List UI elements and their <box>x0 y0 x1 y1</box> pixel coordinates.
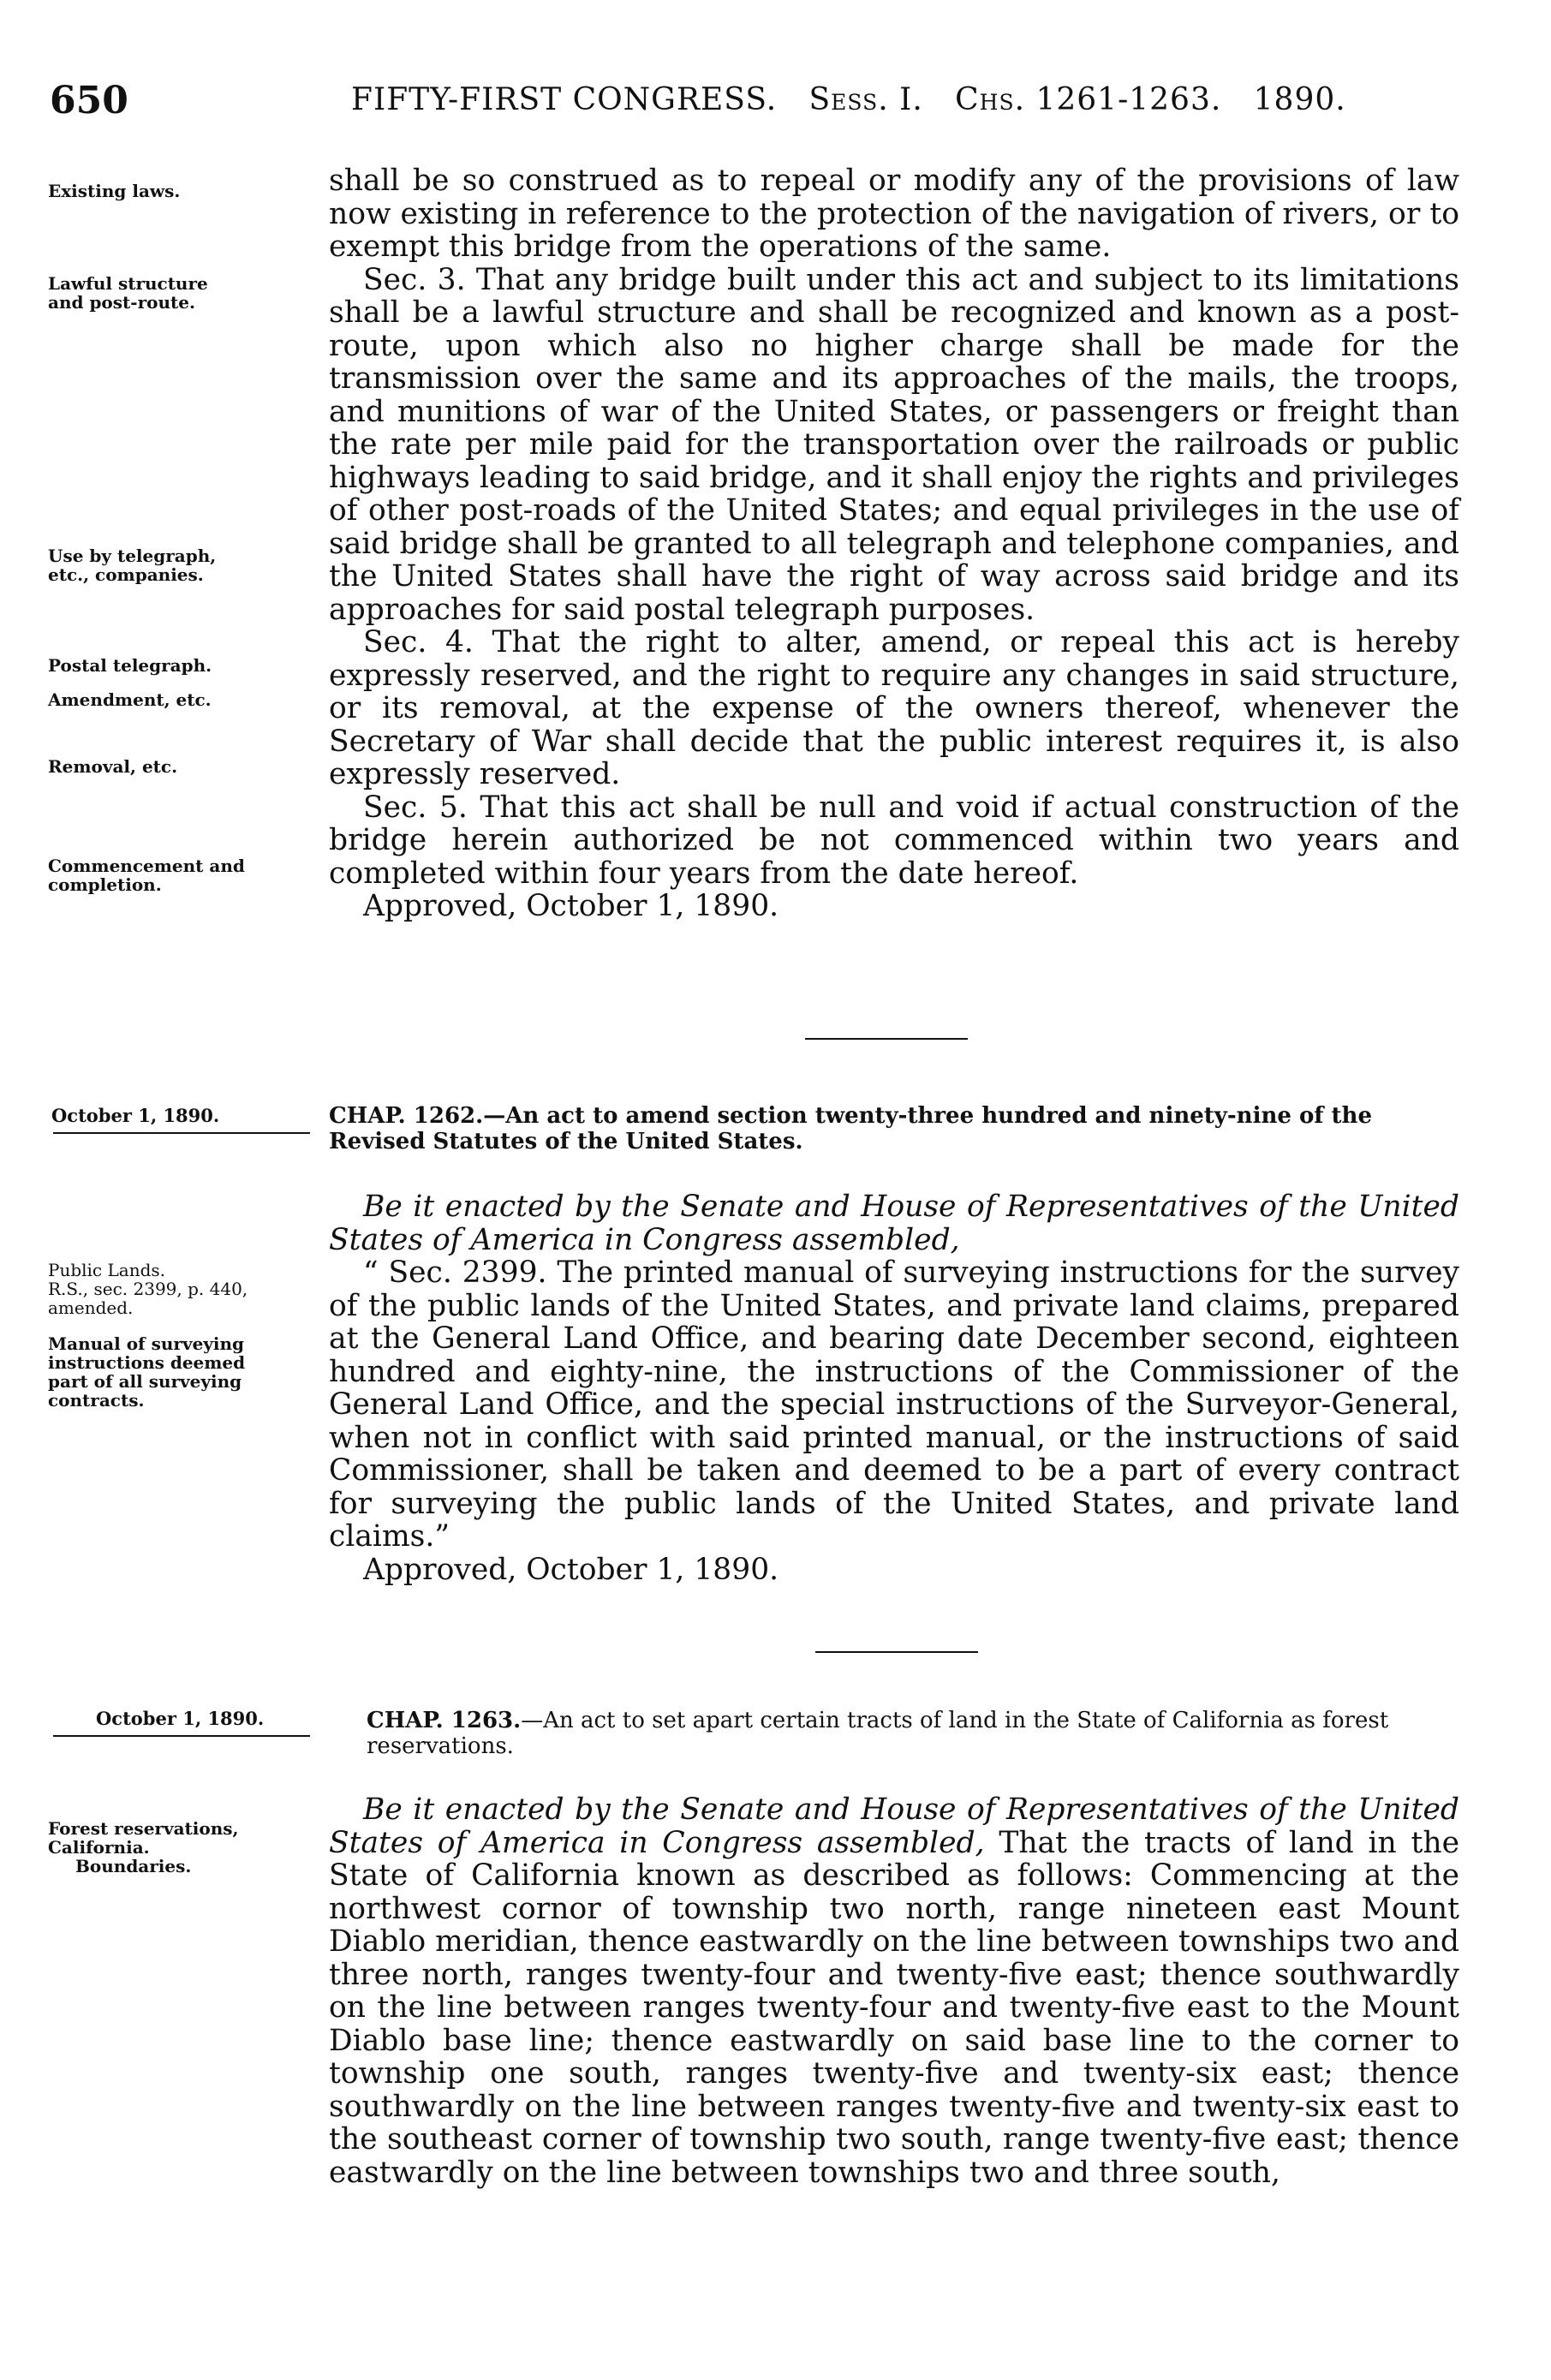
running-title <box>351 82 1346 117</box>
section-divider <box>805 1038 968 1040</box>
margin-note-manual: Manual of surveying instructions deemed part of all surveying contracts. <box>48 1333 246 1411</box>
chap-1263-body <box>329 1793 1459 2189</box>
chap-1263-label: CHAP. 1263. <box>367 1708 522 1733</box>
chap-1263-text <box>329 1793 1459 2189</box>
chap-1262-approval: Approved, October 1, 1890. <box>363 1552 779 1587</box>
chap-1263-title: —An act to set apart certain tracts of land in the State of California as forest reservations. <box>367 1708 1389 1759</box>
margin-note-use-by-telegraph: Use by telegraph, etc., companies. <box>48 546 217 585</box>
chap-1262-label: CHAP. 1262. <box>329 1103 484 1129</box>
chap-1262-date-rule <box>53 1132 310 1134</box>
chapters-label: Chs. 1261-1263. <box>955 82 1222 117</box>
margin-note-postal-telegraph: Postal telegraph. <box>48 655 212 676</box>
margin-note-public-lands: Public Lands. R.S., sec. 2399, p. 440, amended. <box>48 1260 248 1318</box>
chap-1263-description: That the tracts of land in the State of California known as described as follows: Commencing at the northwest cornor of township two north, range nineteen east Mount Diablo meridian, thence eastwardly on the line between townships two and three north, ranges twenty-four and twenty-five east; thence southwardly on the line between ranges twenty-four and twenty-five east to the Mount Diablo base line; thence eastwardly on said base line to the corner to township one south, ranges twenty-five and twenty-six east; thence southwardly on the line between ranges twenty-five and twenty-six east to the southeast corner of township two south, range twenty-five east; thence eastwardly on the line between townships two and three south, <box>329 1825 1460 2190</box>
paragraph-sec-5: Sec. 5. That this act shall be null and void if actual construction of the bridge herein authorized be not commenced within two years and completed within four years from the date hereof. <box>329 790 1459 891</box>
session-label: Sess. I. <box>808 82 923 117</box>
chap-1262-text <box>329 1190 1459 1586</box>
section-text <box>329 164 1459 923</box>
chap-1262-title: —An act to amend section twenty-three hundred and ninety-nine of the Revised Statutes of the United States. <box>329 1103 1372 1154</box>
chap-1263-heading <box>367 1708 1459 1759</box>
margin-note-commencement: Commencement and completion. <box>48 856 245 895</box>
margin-note-removal: Removal, etc. <box>48 756 178 777</box>
chap-1262-section-2399: “ Sec. 2399. The printed manual of surveying instructions for the survey of the public lands of the United States, and private land claims, prepared at the General Land Office, and bearing date December second, eighteen hundred and eighty-nine, the instructions of the Commissioner of the General Land Office, and the special instructions of the Surveyor-General, when not in conflict with said printed manual, or the instructions of said Commissioner, shall be taken and deemed to be a part of every contract for surveying the public lands of the United States, and private land claims.” <box>329 1256 1459 1554</box>
margin-note-forest-reservations: Forest reservations, California. Boundaries. <box>48 1818 239 1876</box>
page-number: 650 <box>50 79 128 122</box>
margin-note-amendment: Amendment, etc. <box>48 689 212 710</box>
paragraph-sec-3: Sec. 3. That any bridge built under this act and subject to its limitations shall be a lawful structure and shall be recognized and known as a post-route, upon which also no higher charge shall be made for the transmission over the same and its approaches of the mails, the troops, and munitions of war of the United States, or passengers or freight than the rate per mile paid for the transportation over the railroads or public highways leading to said bridge, and it shall enjoy the rights and privileges of other post-roads of the United States; and equal privileges in the use of said bridge shall be granted to all telegraph and telephone companies, and the United States shall have the right of way across said bridge and its approaches for said postal telegraph purposes. <box>329 262 1459 627</box>
chap-1263-date-rule <box>53 1735 310 1737</box>
approval-date: Approved, October 1, 1890. <box>363 889 779 923</box>
paragraph-sec-4: Sec. 4. That the right to alter, amend, or repeal this act is hereby expressly reserved, and the right to require any changes in said structure, or its removal, at the expense of the owners thereof, whenever the Secretary of War shall decide that the public interest requires it, is also expressly reserved. <box>329 625 1459 791</box>
section-divider <box>815 1651 978 1653</box>
congress-title: FIFTY-FIRST CONGRESS. <box>351 82 778 117</box>
chap-1262-date: October 1, 1890. <box>51 1105 220 1126</box>
chap-1262-heading <box>329 1103 1459 1154</box>
chap-1263-date: October 1, 1890. <box>96 1708 265 1729</box>
chap-1263-enacting-clause: Be it enacted by the Senate and House of Representatives of the United States of America in Congress assembled, <box>329 1792 1459 1860</box>
margin-note-existing-laws: Existing laws. <box>48 181 181 201</box>
chap-1262-enacting-clause: Be it enacted by the Senate and House of Representatives of the United States of America in Congress assembled, <box>329 1190 1459 1257</box>
year-label: 1890. <box>1253 82 1346 117</box>
page-header <box>50 79 1454 130</box>
margin-note-lawful-structure: Lawful structure and post-route. <box>48 273 208 313</box>
paragraph-existing-laws: shall be so construed as to repeal or modify any of the provisions of law now existing in reference to the protection of the navigation of rivers, or to exempt this bridge from the operations of the same. <box>329 164 1459 264</box>
